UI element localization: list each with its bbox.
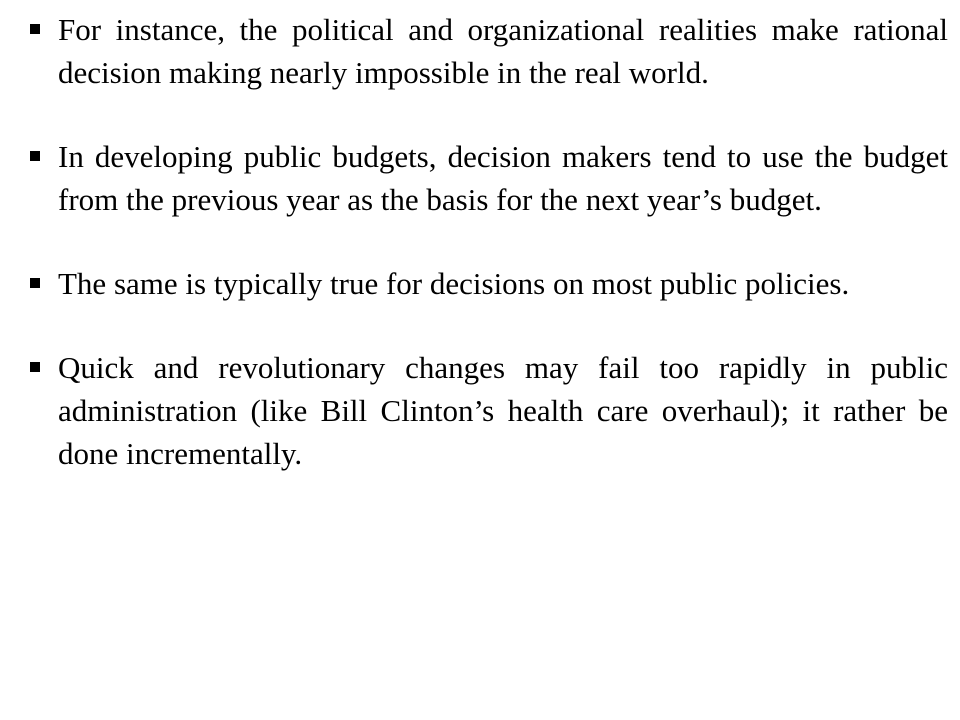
bullet-text: The same is typically true for decisions on most public policies. bbox=[58, 266, 850, 301]
square-bullet-icon bbox=[30, 24, 40, 34]
bullet-item bbox=[30, 135, 948, 221]
bullet-list bbox=[30, 8, 948, 475]
bullet-item bbox=[30, 346, 948, 475]
bullet-text: In developing public budgets, decision makers tend to use the budget from the previous year as the basis for the next year’s budget. bbox=[58, 139, 948, 217]
square-bullet-icon bbox=[30, 278, 40, 288]
bullet-item bbox=[30, 262, 948, 305]
bullet-item bbox=[30, 8, 948, 94]
bullet-text: Quick and revolutionary changes may fail too rapidly in public administration (like Bill Clinton’s health care overhaul); it rather be done incrementally. bbox=[58, 350, 948, 471]
bullet-text: For instance, the political and organizational realities make rational decision making nearly impossible in the real world. bbox=[58, 12, 948, 90]
square-bullet-icon bbox=[30, 362, 40, 372]
square-bullet-icon bbox=[30, 151, 40, 161]
